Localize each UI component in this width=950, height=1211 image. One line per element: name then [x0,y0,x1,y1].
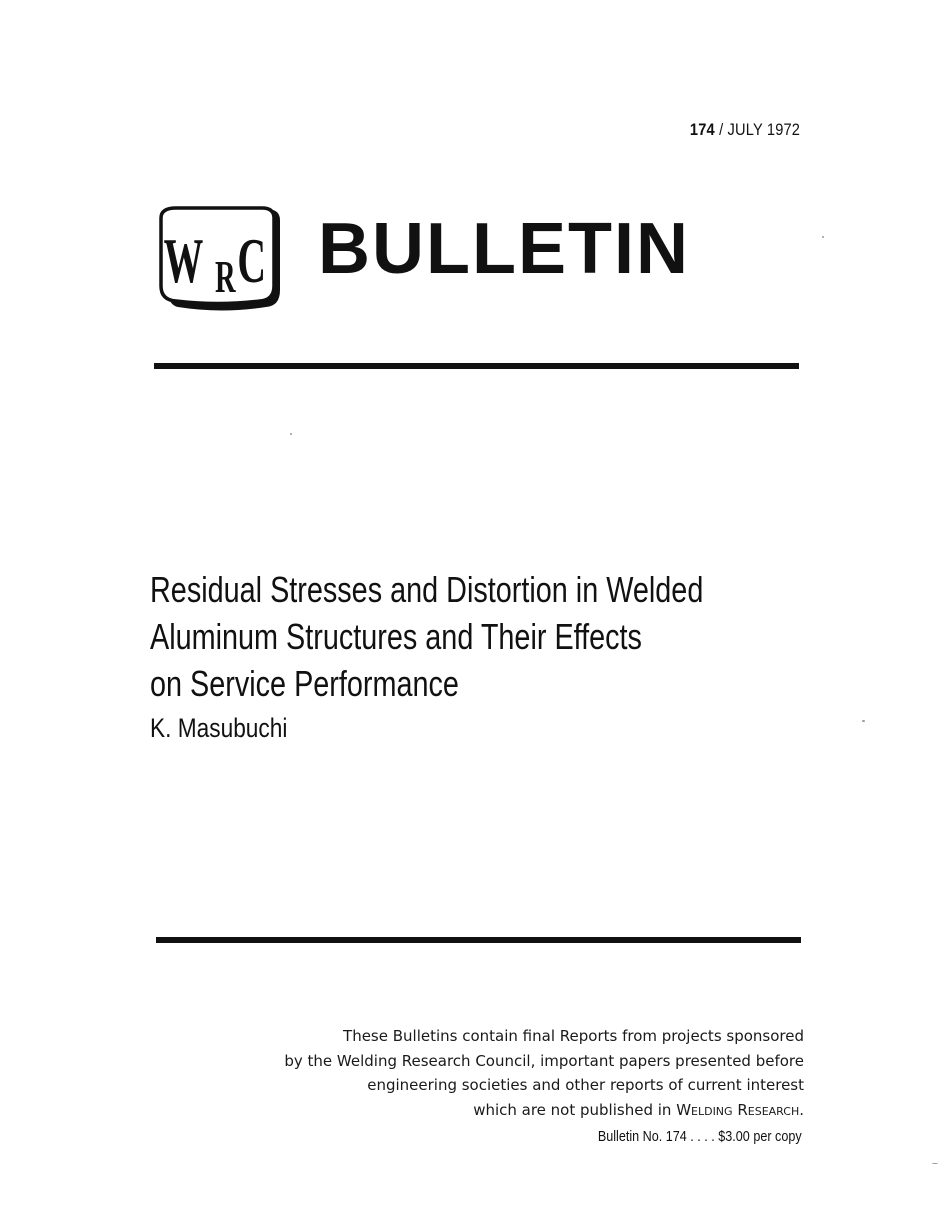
notice-line-2: by the Welding Research Council, important papers presented before [284,1051,804,1070]
bulletin-notice [284,1024,804,1122]
bottom-divider [156,937,801,943]
notice-line-4-suffix: . [799,1100,804,1119]
article-header [150,566,770,745]
journal-name: Welding Research [676,1100,800,1119]
wrc-logo [158,206,286,316]
top-divider [154,363,799,369]
issue-line [690,120,800,140]
notice-line-1: These Bulletins contain final Reports from projects sponsored [343,1027,804,1045]
notice-line-4-prefix: which are not published in [473,1100,677,1119]
svg-text:C: C [237,225,267,297]
issue-date: / JULY 1972 [718,120,800,139]
svg-text:R: R [215,252,236,303]
scan-speck [290,433,292,435]
article-title-line-2: Aluminum Structures and Their Effects [150,616,642,657]
scan-speck [862,720,865,722]
scan-speck [822,236,824,238]
svg-text:W: W [163,225,204,297]
article-title-line-3: on Service Performance [150,663,459,704]
scan-speck [932,1163,938,1164]
notice-line-4 [284,1098,804,1123]
masthead-title: BULLETIN [318,209,690,289]
notice-line-3: engineering societies and other reports of current interest [367,1076,804,1094]
price-line: Bulletin No. 174 . . . . $3.00 per copy [598,1128,802,1145]
issue-number: 174 [689,120,715,139]
article-author: K. Masubuchi [150,713,288,743]
article-title-line-1: Residual Stresses and Distortion in Welded [150,569,704,610]
